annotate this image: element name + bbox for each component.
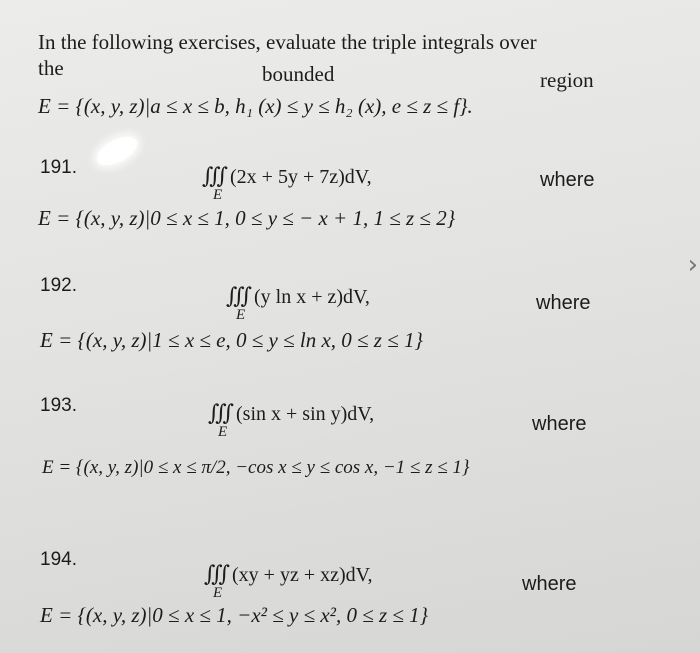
intro-word-region: region bbox=[540, 68, 594, 92]
where-label: where bbox=[522, 573, 577, 595]
screen-glare bbox=[92, 131, 141, 171]
integrand: (y ln x + z)dV, bbox=[254, 286, 370, 308]
integrand: (2x + 5y + 7z)dV, bbox=[230, 166, 372, 188]
where-label: where bbox=[532, 413, 587, 435]
exercise-number: 194. bbox=[40, 549, 77, 570]
exercise-integral bbox=[208, 402, 374, 424]
exercise-integral bbox=[202, 165, 372, 187]
exercise-number: 192. bbox=[40, 275, 77, 296]
exercise-region: E = {(x, y, z)|0 ≤ x ≤ π/2, −cos x ≤ y ≤ cos x, −1 ≤ z ≤ 1} bbox=[42, 457, 470, 478]
exercise-region: E = {(x, y, z)|0 ≤ x ≤ 1, −x² ≤ y ≤ x², 0 ≤ z ≤ 1} bbox=[40, 603, 429, 627]
exercise-region: E = {(x, y, z)|1 ≤ x ≤ e, 0 ≤ y ≤ ln x, 0 ≤ z ≤ 1} bbox=[40, 328, 423, 352]
intro-region-definition: E = {(x, y, z)|a ≤ x ≤ b, h₁ (x) ≤ y ≤ h₂ (x), e ≤ z ≤ f}. bbox=[38, 94, 473, 118]
integrand: (sin x + sin y)dV, bbox=[236, 403, 375, 425]
integrand: (xy + yz + xz)dV, bbox=[232, 564, 373, 586]
exercise-number: 193. bbox=[40, 395, 77, 416]
where-label: where bbox=[536, 292, 591, 314]
triple-integral-icon: ∭ bbox=[204, 561, 228, 586]
chevron-right-icon: › bbox=[687, 250, 698, 280]
integral-subscript: E bbox=[213, 585, 223, 601]
exercise-integral bbox=[204, 563, 373, 585]
exercise-region: E = {(x, y, z)|0 ≤ x ≤ 1, 0 ≤ y ≤ − x + 1, 1 ≤ z ≤ 2} bbox=[38, 206, 456, 230]
triple-integral-icon: ∭ bbox=[202, 163, 226, 188]
triple-integral-icon: ∭ bbox=[208, 400, 232, 425]
where-label: where bbox=[540, 169, 595, 191]
integral-subscript: E bbox=[218, 424, 228, 440]
integral-subscript: E bbox=[213, 187, 223, 203]
triple-integral-icon: ∭ bbox=[226, 283, 250, 308]
intro-line: In the following exercises, evaluate the triple integrals over bbox=[38, 30, 537, 54]
exercise-integral bbox=[226, 285, 370, 307]
intro-word-bounded: bounded bbox=[262, 62, 335, 86]
intro-word-the: the bbox=[38, 56, 64, 80]
exercise-number: 191. bbox=[40, 157, 77, 178]
integral-subscript: E bbox=[236, 307, 246, 323]
